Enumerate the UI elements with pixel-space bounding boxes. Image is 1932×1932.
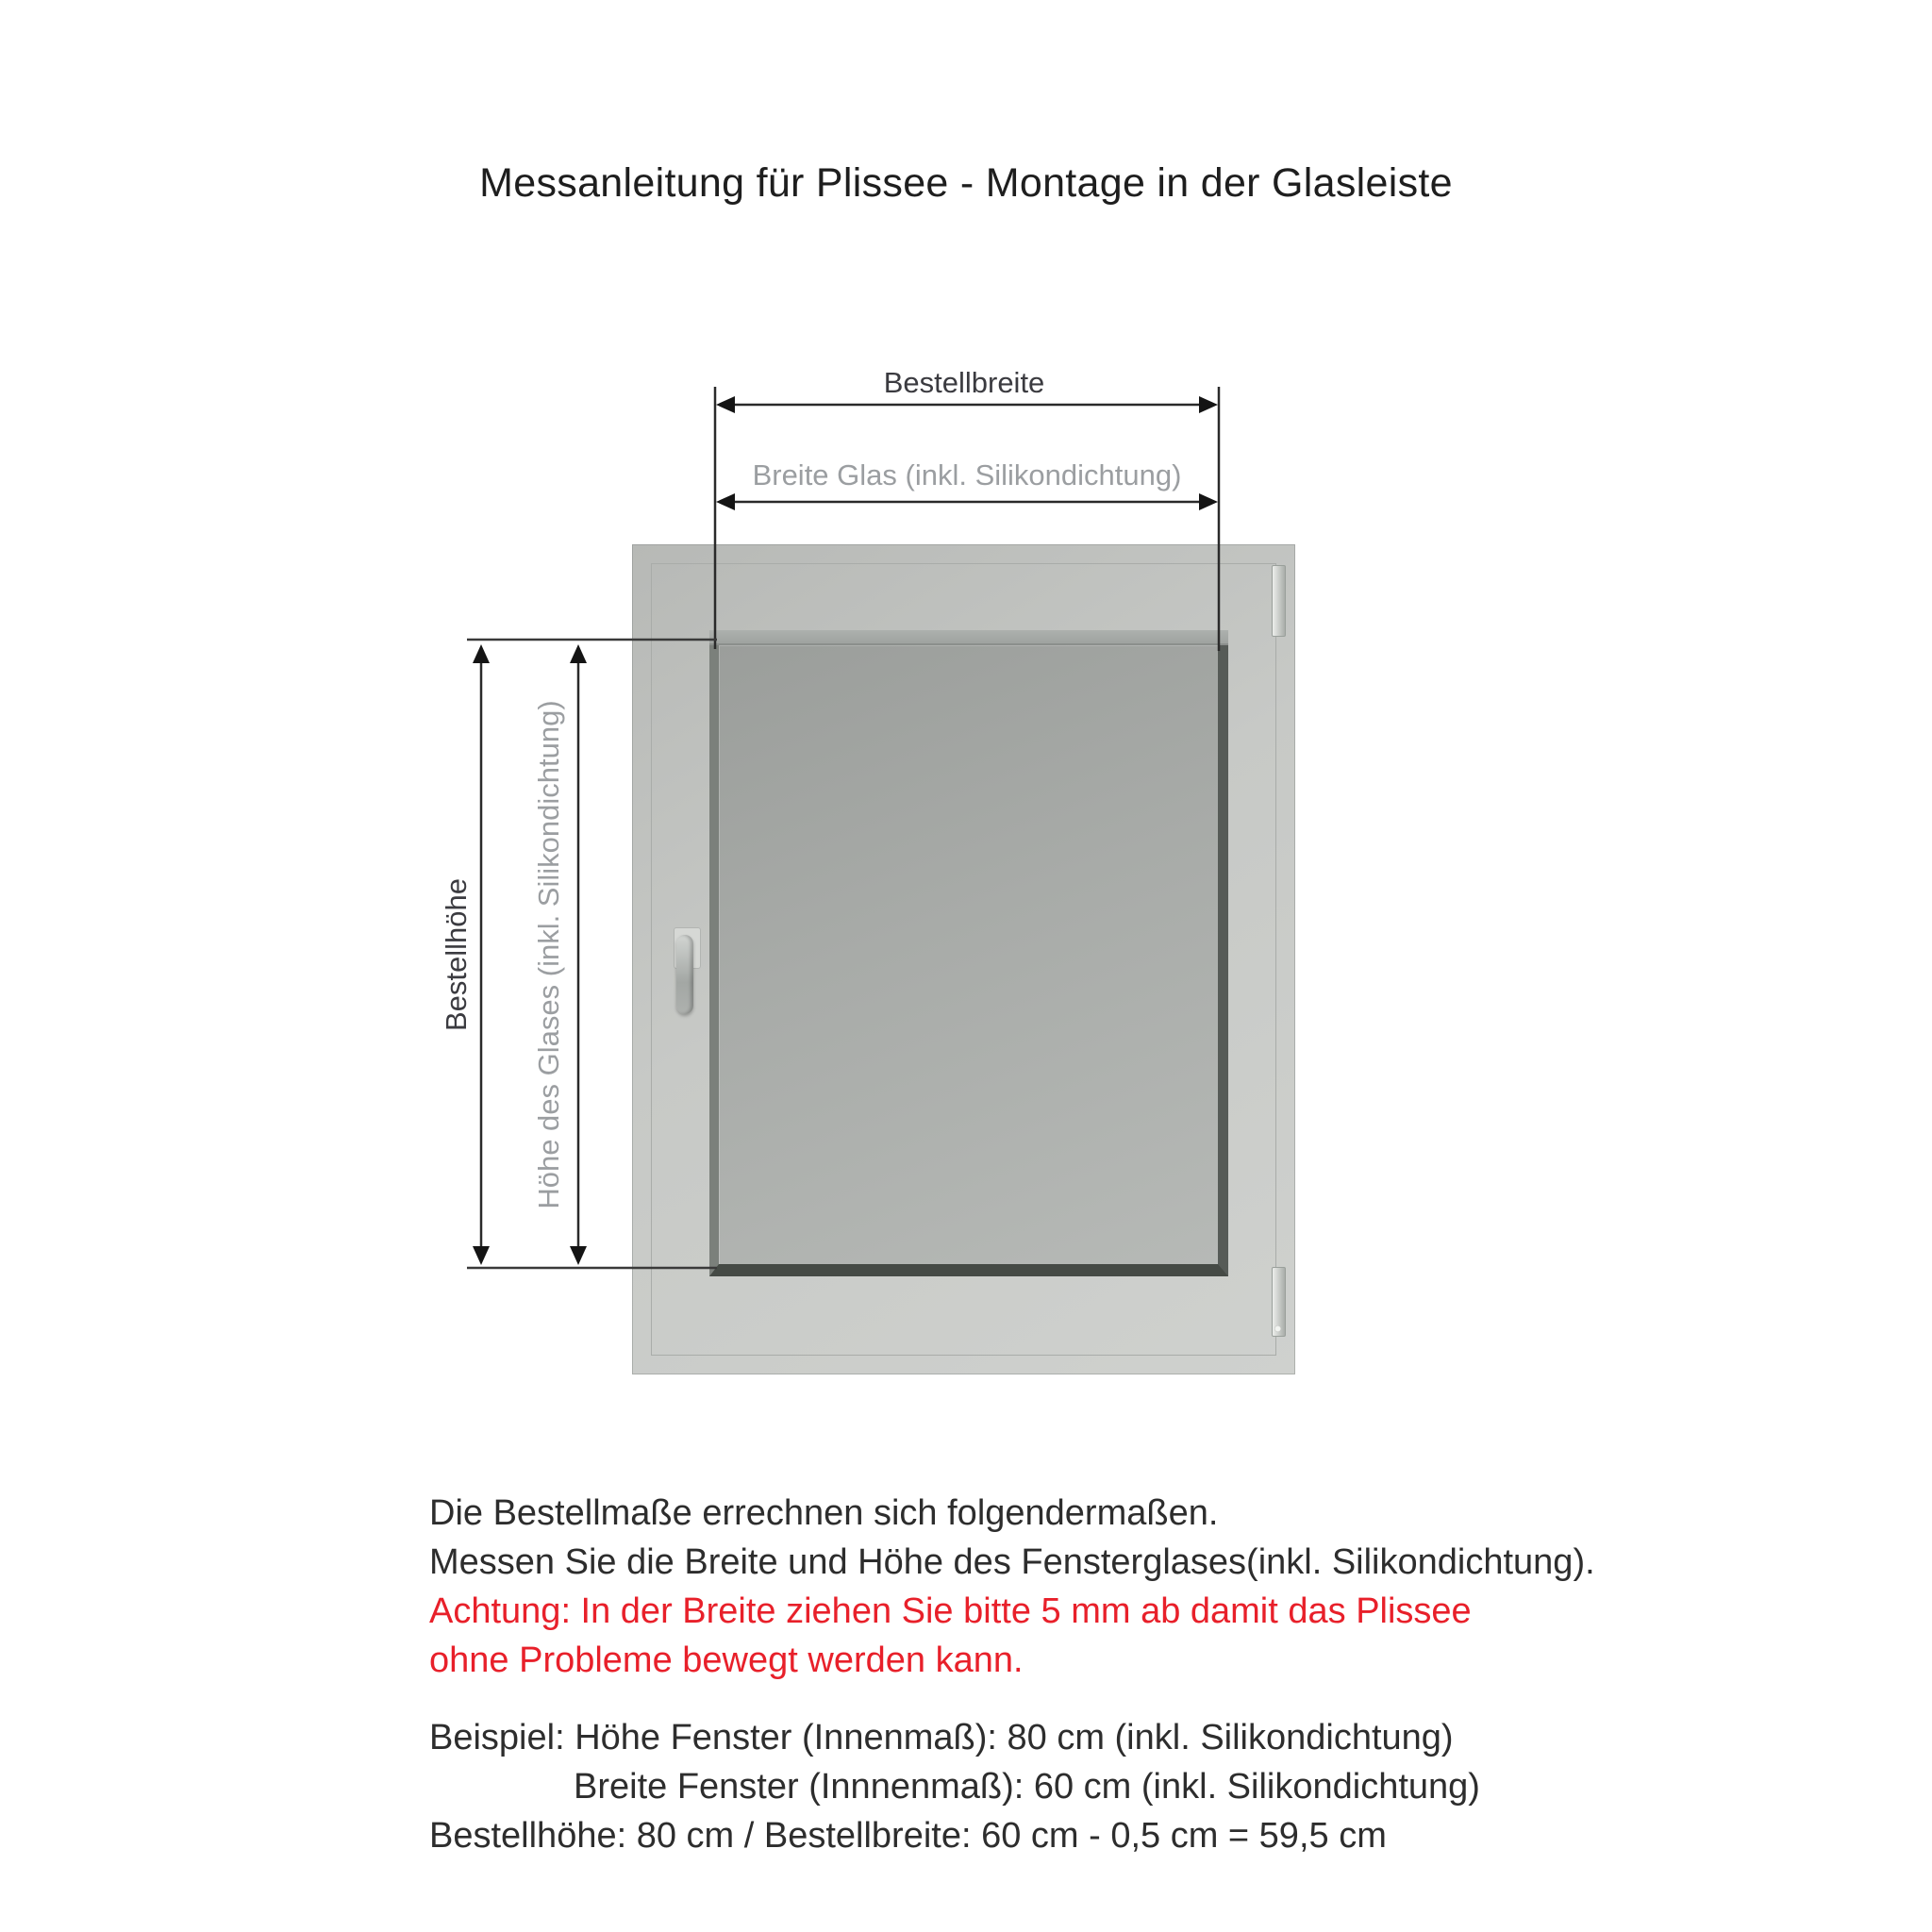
instructions-block bbox=[429, 1489, 1595, 1685]
hoehe-glas-label: Höhe des Glases (inkl. Silikondichtung) bbox=[532, 700, 565, 1209]
warning-line-2: ohne Probleme bewegt werden kann. bbox=[429, 1641, 1024, 1680]
instruction-line-2: Messen Sie die Breite und Höhe des Fensterglases(inkl. Silikondichtung). bbox=[429, 1542, 1595, 1582]
page-title: Messanleitung für Plissee - Montage in der Glasleiste bbox=[479, 160, 1453, 206]
example-line-3: Bestellhöhe: 80 cm / Bestellbreite: 60 cm - 0,5 cm = 59,5 cm bbox=[429, 1816, 1387, 1856]
breite-glas-label: Breite Glas (inkl. Silikondichtung) bbox=[752, 458, 1182, 491]
example-block bbox=[429, 1713, 1480, 1860]
bestellhoehe-label: Bestellhöhe bbox=[440, 877, 473, 1032]
example-line-1: Beispiel: Höhe Fenster (Innenmaß): 80 cm (inkl. Silikondichtung) bbox=[429, 1718, 1454, 1757]
instruction-line-1: Die Bestellmaße errechnen sich folgendermaßen. bbox=[429, 1493, 1219, 1533]
warning-line-1: Achtung: In der Breite ziehen Sie bitte 5 mm ab damit das Plissee bbox=[429, 1591, 1472, 1631]
hoehe-glas-arrow bbox=[570, 644, 587, 1265]
bestellhoehe-arrow bbox=[473, 644, 490, 1265]
bestellbreite-label: Bestellbreite bbox=[883, 366, 1045, 399]
example-line-2: Breite Fenster (Innnenmaß): 60 cm (inkl. Silikondichtung) bbox=[574, 1767, 1480, 1807]
breite-glas-arrow bbox=[716, 493, 1218, 510]
